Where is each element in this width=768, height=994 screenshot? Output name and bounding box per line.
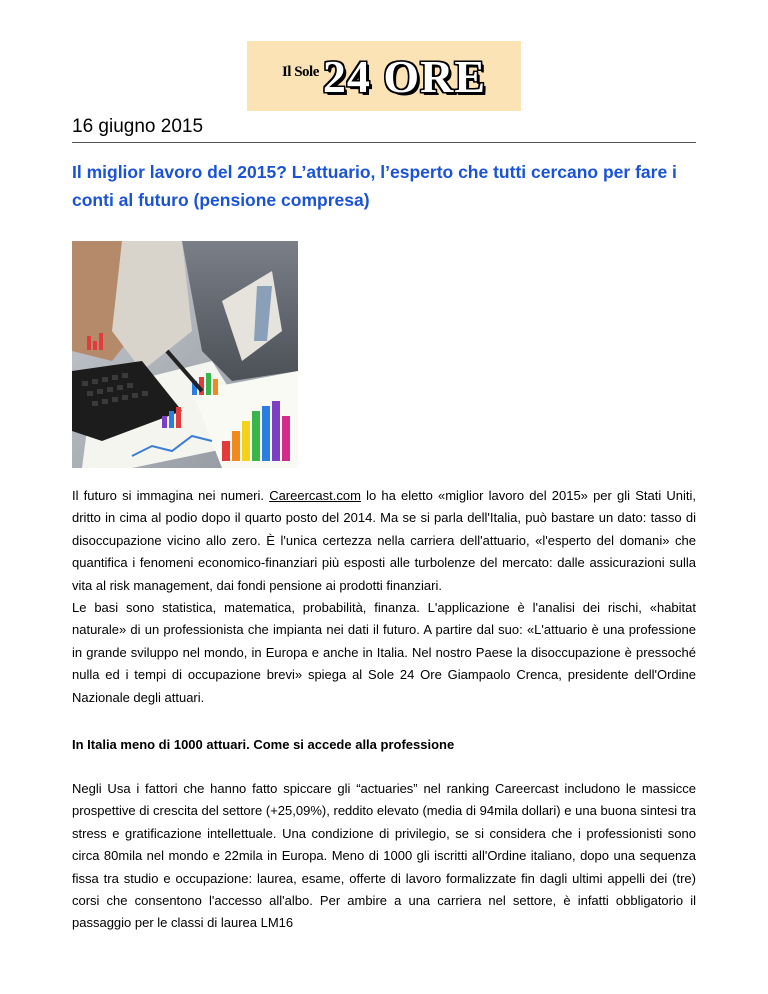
article-body-intro bbox=[72, 485, 696, 709]
masthead-logo bbox=[247, 41, 521, 111]
logo-big-text: 24 ORE bbox=[322, 50, 487, 102]
article-date: 16 giugno 2015 bbox=[72, 116, 696, 143]
article-headline: Il miglior lavoro del 2015? L’attuario, l’esperto che tutti cercano per fare i conti al futuro (pensione compresa) bbox=[72, 162, 677, 210]
business-charts-photo-icon bbox=[72, 241, 298, 468]
paragraph-1-rest: lo ha eletto «miglior lavoro del 2015» per gli Stati Uniti, dritto in cima al podio dopo il quarto posto del 2014. Ma se si parla dell'Italia, può bastare un dato: tasso di disoccupazione vicino allo zero. È l'unica certezza nella carriera dell'attuario, «l'esperto del domani» che quantifica i fenomeni economico-finanziari più esposti alle turbolenze del mercato: dalle assicurazioni sulla vita al risk management, dai fondi pensione ai prodotti finanziari. bbox=[72, 488, 696, 593]
paragraph-3: Negli Usa i fattori che hanno fatto spiccare gli “actuaries” nel ranking Careercast includono le massicce prospettive di crescita del settore (+25,09%), reddito elevato (media di 94mila dollari) e una buona sintesi tra stress e gratificazione intellettuale. Una condizione di privilegio, se si considera che i professionisti sono circa 80mila nel mondo e 22mila in Europa. Meno di 1000 gli iscritti all'Ordine italiano, dopo una sequenza fissa tra studio e occupazione: laurea, esame, offerte di lavoro formalizzate fin dagli ultimi appelli dei (tre) corsi che consentono l'accesso all'albo. Per ambire a una carriera nel settore, è infatti obbligatorio il passaggio per le classi di laurea LM16 bbox=[72, 781, 696, 931]
logo-small-text: Il Sole bbox=[281, 63, 319, 80]
article-body-section bbox=[72, 778, 696, 935]
paragraph-1-start: Il futuro si immagina nei numeri. bbox=[72, 488, 270, 503]
paragraph-2: Le basi sono statistica, matematica, probabilità, finanza. L'applicazione è l'analisi dei rischi, «habitat naturale» di un professionista che impianta nei dati il futuro. A partire dal suo: «L'attuario è una professione in grande sviluppo nel mondo, in Europa e anche in Italia. Nel nostro Paese la disoccupazione è pressoché nulla ed i tempi di occupazione brevi» spiega al Sole 24 Ore Giampaolo Crenca, presidente dell'Ordine Nazionale degli attuari. bbox=[72, 600, 696, 705]
careercast-link[interactable]: Careercast.com bbox=[269, 488, 361, 503]
section-subhead: In Italia meno di 1000 attuari. Come si accede alla professione bbox=[72, 737, 455, 752]
article-photo bbox=[72, 241, 298, 468]
paragraph-1 bbox=[72, 485, 696, 597]
